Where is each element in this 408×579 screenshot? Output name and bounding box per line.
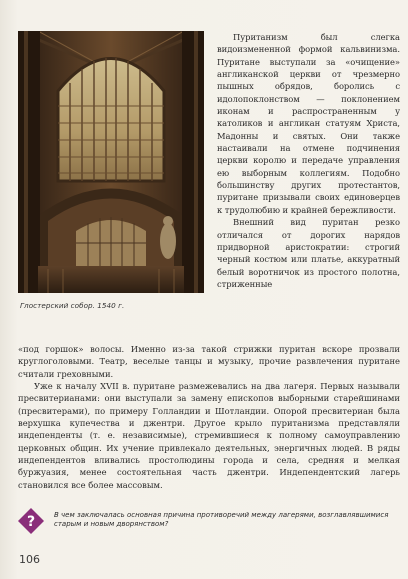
question-text: В чем заключалась основная причина противоречий между лагерями, возглавлявшимися старым и новым дворянством? [54, 511, 389, 529]
cathedral-photo [18, 31, 204, 293]
svg-text:?: ? [26, 514, 36, 530]
paragraph-continuation: «под горшок» волосы. Именно из-за такой стрижки пуритан вскоре прозвали круглоголовыми. Театр, веселые танцы и музыку, прочие развлечения пуритане считали греховными. [18, 344, 400, 379]
review-question [18, 508, 400, 536]
paragraph: Уже к началу XVII в. пуритане размежевались на два лагеря. Первых называли пресвитерианами: они выступали за замену епископов выборными старейшинами (пресвитерами), по примеру Голландии и Шотландии. Опорой пресвитериан была верхушка купечества и джентри. Другое крыло пуританизма представляли индепенденты (т. е. независимые), стремившиеся к полному самоуправлению церковных общин. Их учение привлекало деятельных, энергичных людей. В ряды индепендентов вливались простолюдины города и села, средняя и мелкая буржуазия, менее состоятельная часть джентри. Индепендентский лагерь становился все более массовым. [18, 381, 400, 490]
paragraph: Пуританизм был слегка видоизмененной формой кальвинизма. Пуритане выступали за «очищение» англиканской церкви от чрезмерно пышных обрядов, боролись с идолопоклонством — поклонением иконам и распространенным у католиков и англикан статуям Христа, Мадонны и святых. Они также настаивали на отмене подчинения церкви королю и передаче управления ею выборным коллегиям. Подобно большинству других протестантов, пуритане призывали своих единоверцев к трудолюбию и крайней бережливости. [217, 32, 400, 215]
full-width-text [18, 343, 400, 491]
paragraph: Внешний вид пуритан резко отличался от дорогих нарядов придворной аристократии: строгий черный костюм или платье, аккуратный белый воротничок из простого полотна, стриженные [217, 217, 400, 289]
question-mark-icon [18, 508, 44, 534]
page-number: 106 [19, 553, 40, 566]
figure-caption: Глостерский собор. 1540 г. [20, 301, 125, 310]
right-text-column [217, 31, 400, 290]
